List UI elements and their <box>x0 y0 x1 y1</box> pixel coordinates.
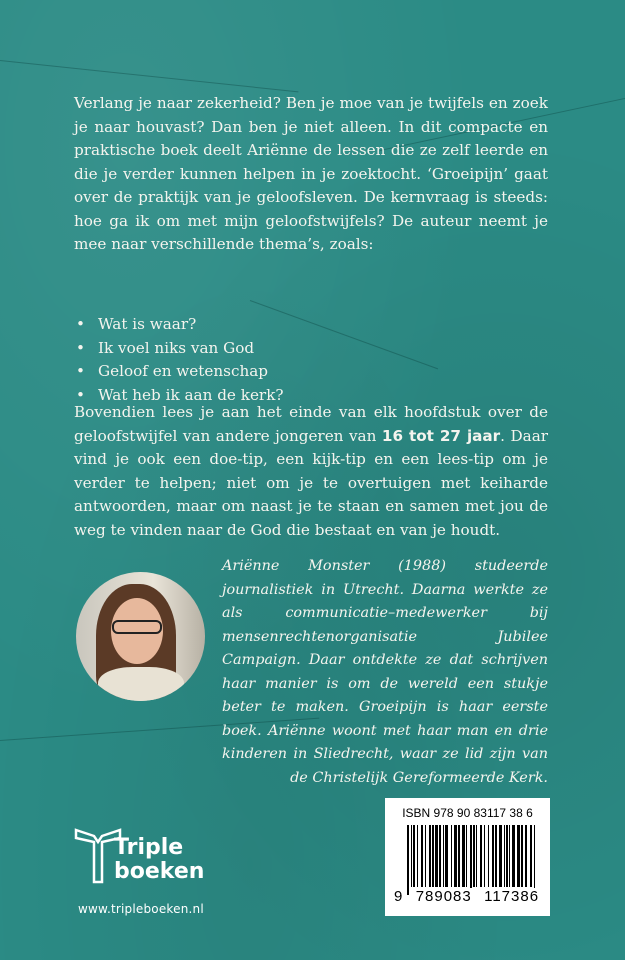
age-range-bold: 16 tot 27 jaar <box>381 426 501 445</box>
barcode-bar <box>443 825 444 887</box>
theme-item: • Geloof en wetenschap <box>74 360 284 384</box>
barcode-bar <box>462 825 465 887</box>
theme-item: • Ik voel niks van God <box>74 337 284 361</box>
barcode-bar <box>476 825 477 887</box>
barcode-bar <box>525 825 527 887</box>
barcode-bar <box>445 825 448 887</box>
second-paragraph <box>74 401 548 542</box>
barcode-bar <box>495 825 497 887</box>
logo-line2: boeken <box>114 859 205 884</box>
publisher-url[interactable]: www.tripleboeken.nl <box>78 902 204 916</box>
barcode-bar <box>521 825 523 887</box>
barcode-bar <box>470 825 472 895</box>
barcode-bar <box>512 825 515 887</box>
intro-paragraph: Verlang je naar zekerheid? Ben je moe van je twijfels en zoek je naar houvast? Dan ben je niet alleen. In dit compacte en praktische boek deelt Ariënne de lessen die ze zelf leerde en die je verder kunnen helpen in je zoektocht. ‘Groeipijn’ gaat over de praktijk van je geloofsleven. De kernvraag is steeds: hoe ga ik om met mijn geloofstwijfels? De auteur neemt je mee naar verschillende thema’s, zoals: <box>74 94 548 253</box>
barcode-bar <box>421 825 423 887</box>
barcode-bar <box>530 825 532 887</box>
barcode-bar <box>480 825 482 887</box>
isbn-barcode <box>385 798 550 916</box>
barcode-bar <box>413 825 415 887</box>
barcode-bar <box>417 825 418 887</box>
author-photo <box>76 572 205 701</box>
barcode-bar <box>466 825 467 887</box>
theme-item: • Wat is waar? <box>74 313 284 337</box>
barcode-bar <box>484 825 485 887</box>
barcode-bar <box>509 825 510 887</box>
digit-group: 9 <box>394 888 404 905</box>
barcode-bar <box>458 825 460 887</box>
barcode-bar <box>451 825 452 887</box>
barcode-bar <box>432 825 434 887</box>
logo-line1: Triple <box>114 835 184 860</box>
barcode-bars <box>407 825 537 895</box>
barcode-bar <box>517 825 520 887</box>
barcode-bar <box>425 825 426 887</box>
isbn-number: ISBN 978 90 83117 38 6 <box>402 806 533 820</box>
barcode-bar <box>435 825 438 887</box>
theme-item: • Wat heb ik aan de kerk? <box>74 384 284 408</box>
themes-list <box>74 313 284 407</box>
barcode-bar <box>411 825 412 887</box>
para2-text: Bovendien lees je aan het einde van elk hoofdstuk over de geloofstwijfel van andere jongeren van <box>74 403 548 445</box>
barcode-digits <box>393 888 540 905</box>
barcode-bar <box>488 825 489 887</box>
barcode-bar <box>534 825 535 895</box>
barcode-bar <box>429 825 431 887</box>
barcode-bar <box>473 825 475 887</box>
author-bio: Ariënne Monster (1988) studeerde journalistiek in Utrecht. Daarna werkte ze als communicatie–medewerker bij mensenrechtenorganisatie Jubilee Campaign. Daar ontdekte ze dat schrijven haar manier is om de wereld een stukje beter te maken. Groeipijn is haar eerste boek. Ariënne woont met haar man en drie kinderen in Sliedrecht, waar ze lid zijn van de Christelijk Gereformeerde Kerk. <box>222 558 548 786</box>
digit-group: 117386 <box>484 888 540 905</box>
para2-text: . Daar vind je ook een doe-tip, een kijk-tip en een lees-tip om je verder te helpen; niet om je te overtuigen met keiharde antwoorden, maar om naast je te staan en samen met jou de weg te vinden naar de God die bestaat en van je houdt. <box>74 426 549 539</box>
digit-group: 789083 <box>415 888 472 905</box>
barcode-bar <box>439 825 441 887</box>
barcode-bar <box>492 825 494 887</box>
barcode-bar <box>499 825 502 887</box>
barcode-bar <box>506 825 508 887</box>
barcode-bar <box>407 825 409 895</box>
barcode-bar <box>454 825 457 887</box>
barcode-bar <box>504 825 505 887</box>
